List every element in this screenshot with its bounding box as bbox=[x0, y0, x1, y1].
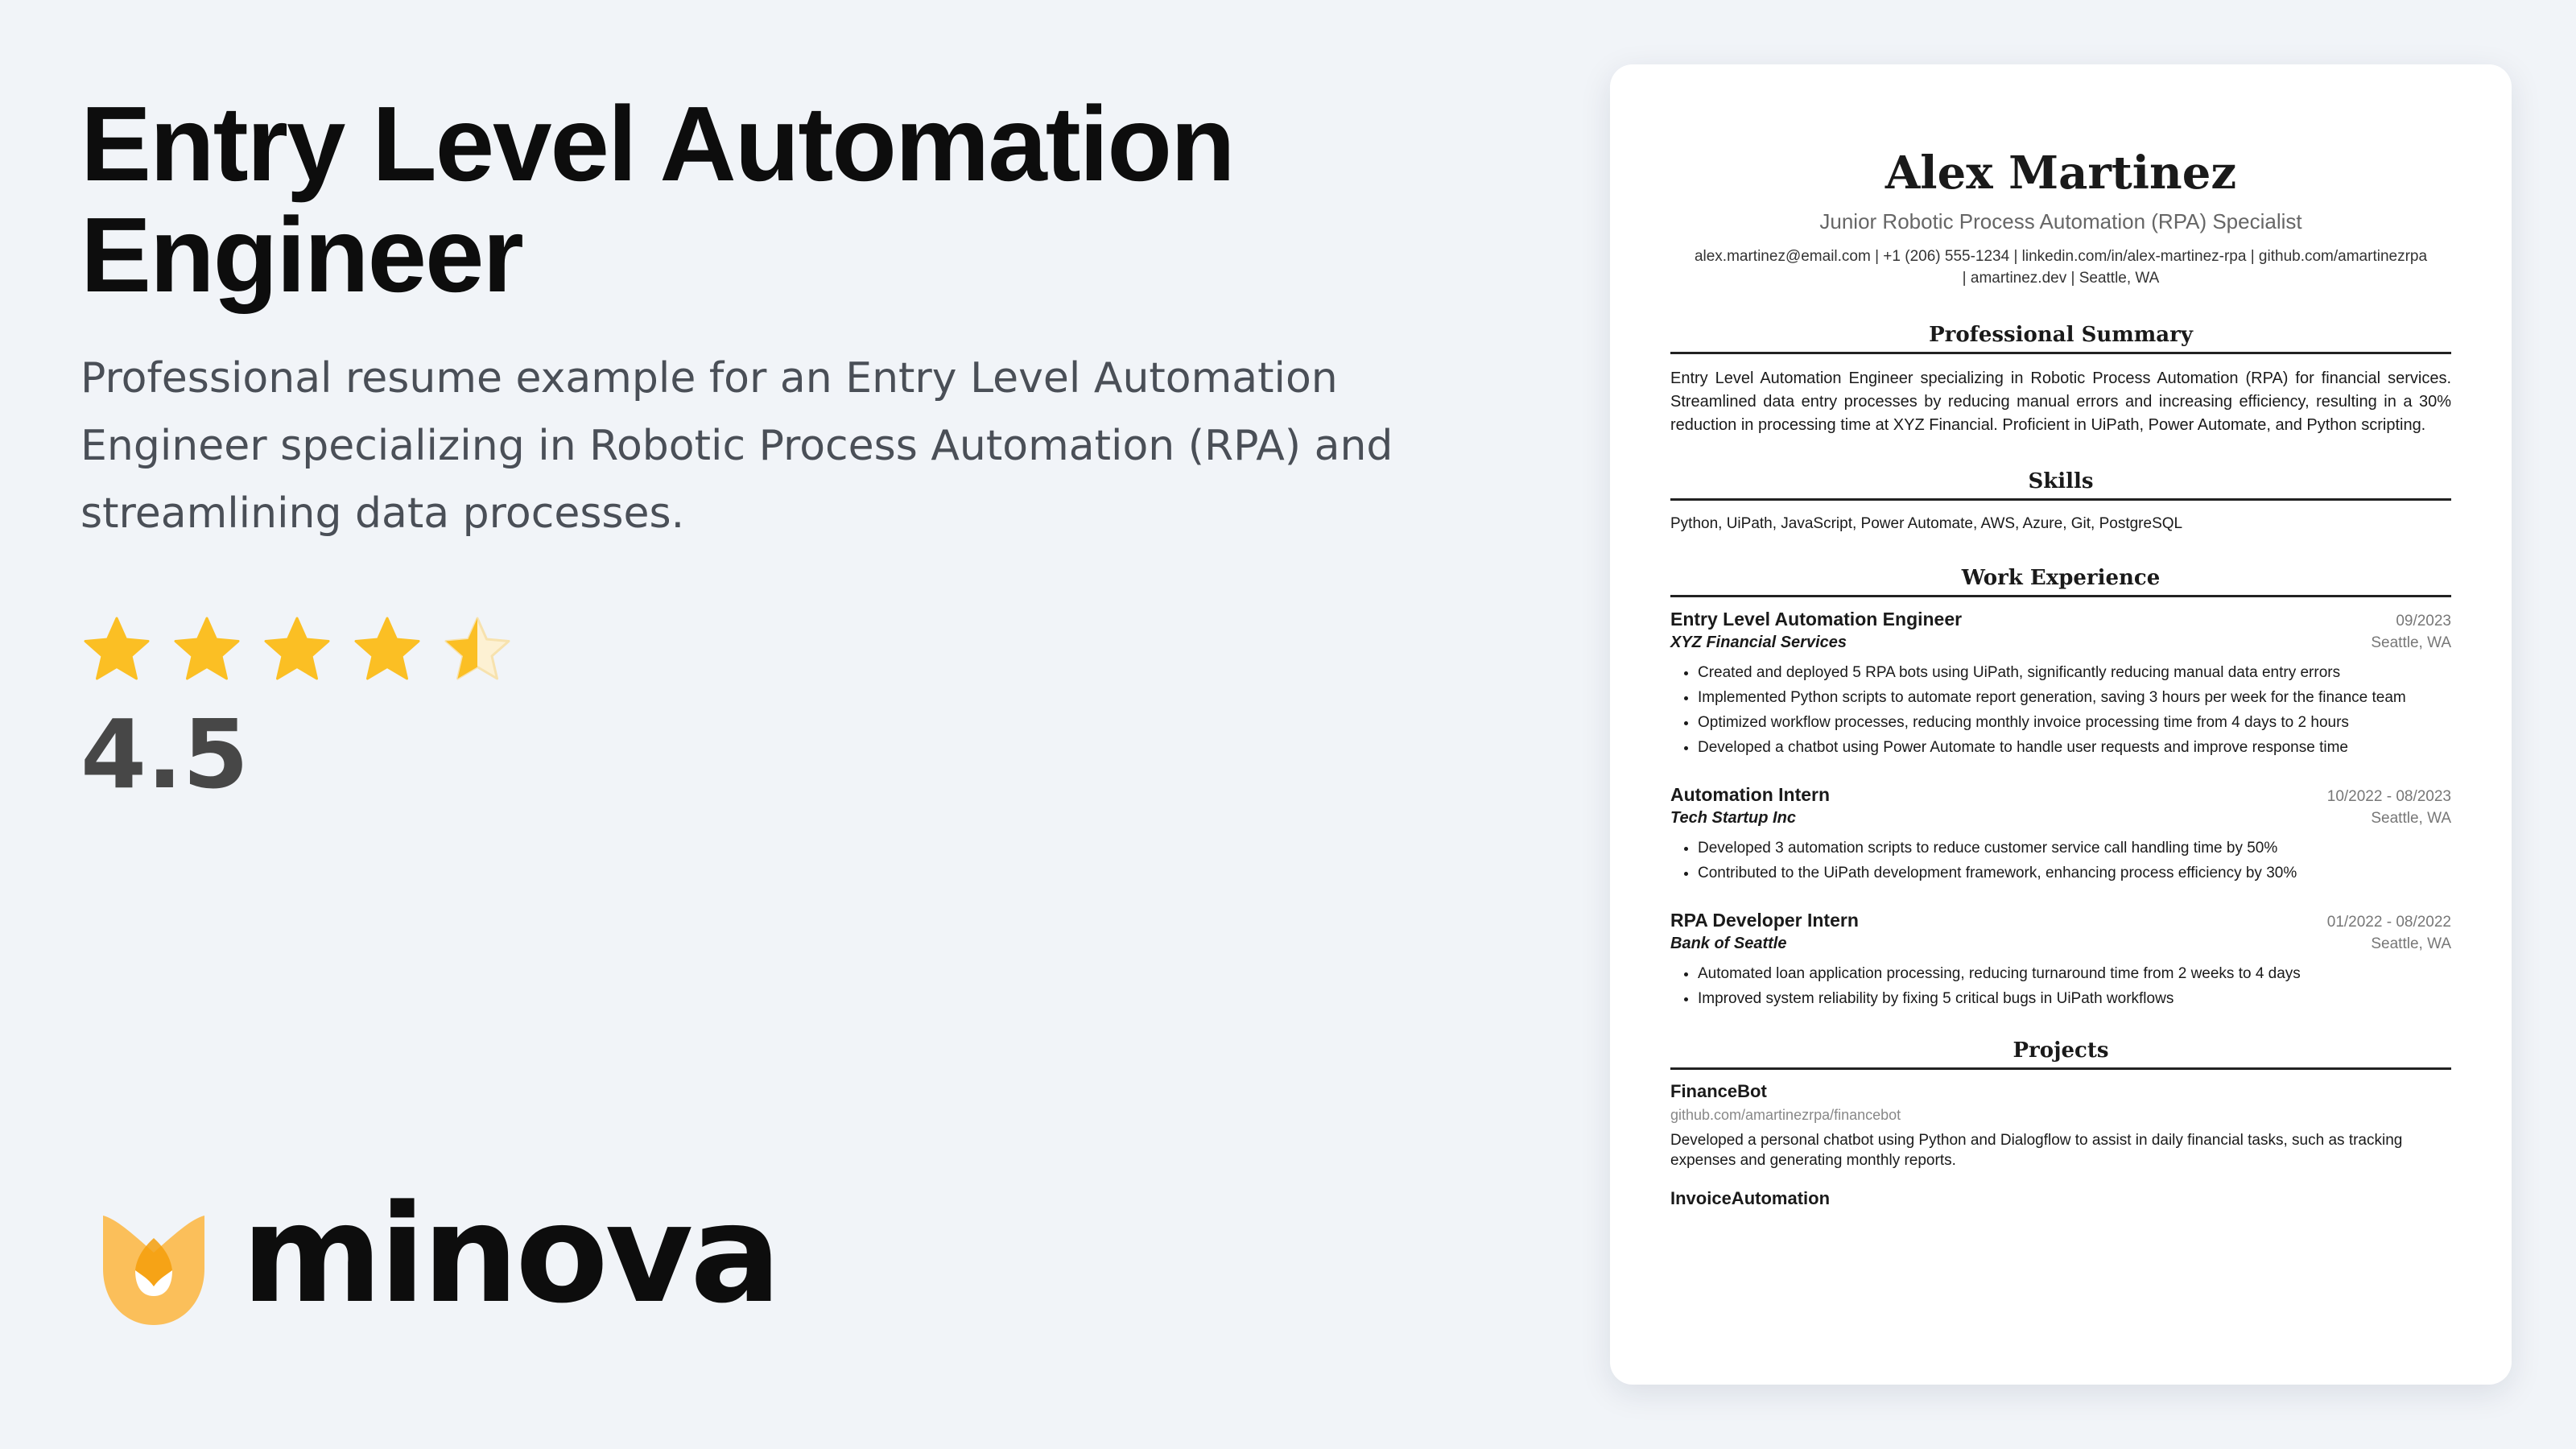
project-description: Developed a personal chatbot using Python and Dialogflow to assist in daily financial tasks, such as tracking expenses and generating monthly reports. bbox=[1670, 1132, 2403, 1169]
job-date: 09/2023 bbox=[2396, 613, 2451, 630]
job-bullets bbox=[1670, 660, 2451, 760]
job-bullet: • Developed a chatbot using Power Automate to handle user requests and improve response time bbox=[1698, 735, 2451, 760]
project-name: InvoiceAutomation bbox=[1670, 1188, 1831, 1208]
contact-line1: alex.martinez@email.com | +1 (206) 555-1234 | linkedin.com/in/alex-martinez-rpa | github.com/amartinezrpa bbox=[1694, 248, 2428, 265]
job-bullets bbox=[1670, 836, 2451, 886]
job-title: Entry Level Automation Engineer bbox=[1670, 609, 1963, 630]
resume-document bbox=[1670, 145, 2451, 1209]
experience-heading: Work Experience bbox=[1670, 566, 2451, 597]
resume-card bbox=[1610, 64, 2512, 1385]
experience-list bbox=[1670, 609, 2451, 1011]
project-name: FinanceBot bbox=[1670, 1081, 1767, 1101]
job-date: 10/2022 - 08/2023 bbox=[2326, 788, 2451, 805]
projects-heading: Projects bbox=[1670, 1038, 2451, 1070]
page-title bbox=[80, 85, 1497, 314]
star-full-icon bbox=[80, 613, 153, 686]
brand-name: minova bbox=[242, 1175, 778, 1333]
resume-name: Alex Martinez bbox=[1885, 147, 2237, 200]
project-entry bbox=[1670, 1081, 2451, 1170]
job-bullet: • Automated loan application processing, reducing turnaround time from 2 weeks to 4 days bbox=[1698, 961, 2451, 986]
star-half-icon bbox=[441, 613, 514, 686]
resume-contact bbox=[1670, 246, 2451, 289]
hero bbox=[80, 85, 1497, 547]
job-bullet: • Optimized workflow processes, reducing monthly invoice processing time from 4 days to 2 hours bbox=[1698, 710, 2451, 735]
resume-role: Junior Robotic Process Automation (RPA) Specialist bbox=[1819, 209, 2302, 233]
job-entry bbox=[1670, 784, 2451, 886]
contact-line2: | amartinez.dev | Seattle, WA bbox=[1962, 270, 2160, 287]
skills-text: Python, UiPath, JavaScript, Power Automate, AWS, Azure, Git, PostgreSQL bbox=[1670, 515, 2183, 532]
job-company: Bank of Seattle bbox=[1670, 935, 1787, 952]
job-bullet: • Developed 3 automation scripts to reduce customer service call handling time by 50% bbox=[1698, 836, 2451, 861]
job-company: Tech Startup Inc bbox=[1670, 809, 1796, 827]
page-title-line1: Entry Level Automation bbox=[80, 85, 1234, 203]
brand-logo[interactable] bbox=[95, 1175, 778, 1333]
star-rating bbox=[80, 613, 514, 686]
projects-list bbox=[1670, 1081, 2451, 1209]
job-bullets bbox=[1670, 961, 2451, 1011]
job-location: Seattle, WA bbox=[2371, 634, 2451, 651]
rating-value: 4.5 bbox=[80, 699, 250, 810]
star-full-icon bbox=[351, 613, 423, 686]
job-date: 01/2022 - 08/2022 bbox=[2326, 914, 2451, 931]
project-link[interactable]: github.com/amartinezrpa/financebot bbox=[1670, 1107, 1901, 1123]
summary-heading: Professional Summary bbox=[1670, 323, 2451, 354]
job-company: XYZ Financial Services bbox=[1670, 634, 1847, 651]
job-title: Automation Intern bbox=[1670, 784, 1831, 805]
summary-text: Entry Level Automation Engineer specializing in Robotic Process Automation (RPA) for financial services. Streamlined data entry processes by reducing manual errors and increasing efficiency, resulting in a 30% reduction in processing time at XYZ Financial. Proficient in UiPath, Power Automate, and Python scripting. bbox=[1670, 369, 2451, 434]
job-bullet: • Improved system reliability by fixing 5 critical bugs in UiPath workflows bbox=[1698, 986, 2451, 1011]
page-title-line2: Engineer bbox=[80, 196, 522, 314]
job-location: Seattle, WA bbox=[2371, 935, 2451, 952]
job-location: Seattle, WA bbox=[2371, 810, 2451, 827]
job-bullet: • Implemented Python scripts to automate report generation, saving 3 hours per week for the finance team bbox=[1698, 685, 2451, 710]
job-entry bbox=[1670, 609, 2451, 760]
star-full-icon bbox=[171, 613, 243, 686]
job-bullet: • Created and deployed 5 RPA bots using UiPath, significantly reducing manual data entry errors bbox=[1698, 660, 2451, 685]
page-description: Professional resume example for an Entry Level Automation Engineer specializing in Robotic Process Automation (RPA) and streamlining data processes. bbox=[80, 354, 1393, 538]
job-bullet: • Contributed to the UiPath development framework, enhancing process efficiency by 30% bbox=[1698, 861, 2451, 886]
job-entry bbox=[1670, 910, 2451, 1011]
skills-heading: Skills bbox=[1670, 469, 2451, 501]
star-full-icon bbox=[261, 613, 333, 686]
project-entry bbox=[1670, 1188, 2451, 1209]
job-title: RPA Developer Intern bbox=[1670, 910, 1859, 931]
tulip-logo-icon bbox=[95, 1206, 213, 1327]
